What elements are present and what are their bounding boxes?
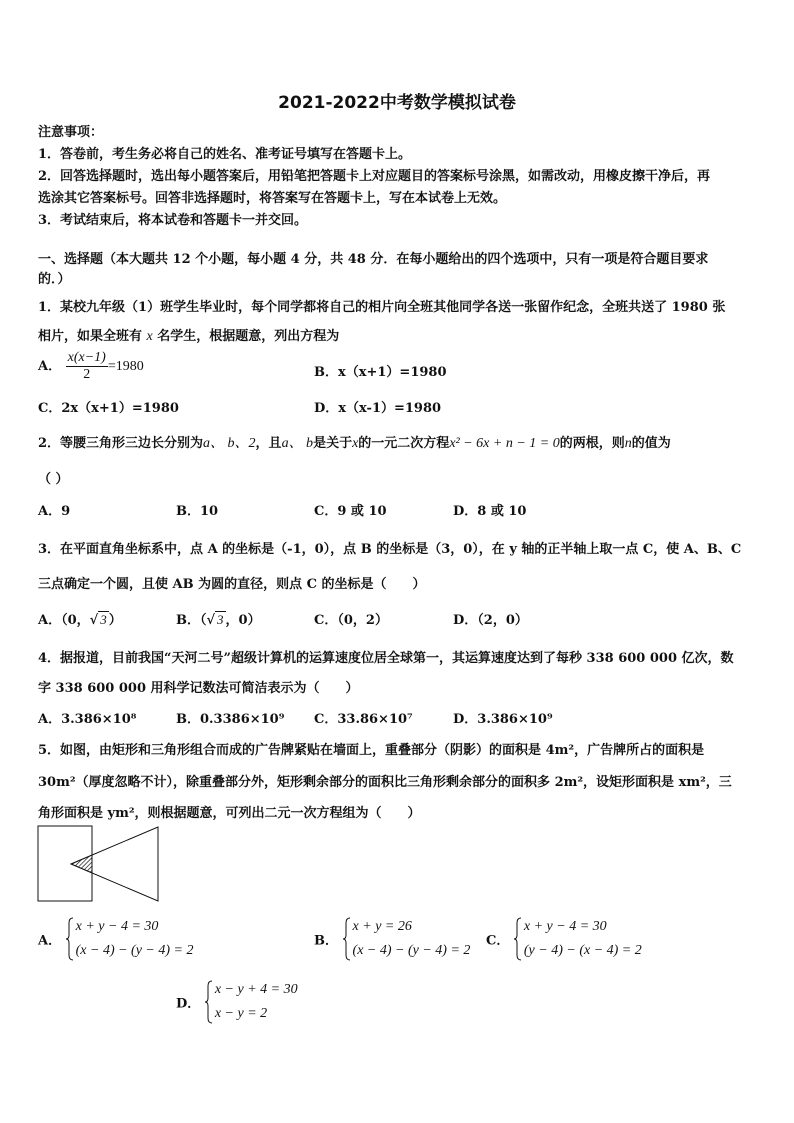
q3-option-d: D．（2，0） (453, 613, 528, 628)
q1-option-c: C．2x（x+1）=1980 (38, 401, 179, 416)
equation-system: x + y = 26 (x − 4) − (y − 4) = 2 (343, 915, 471, 963)
brace-icon (66, 917, 74, 961)
brace-icon (343, 917, 351, 961)
question-5-text-cont: 30m²（厚度忽略不计），除重叠部分外，矩形剩余部分的面积比三角形剩余部分的面积多 2m²，设矩形面积是 xm²，三 (38, 775, 732, 790)
sqrt-radicand: 3 (217, 612, 224, 627)
notice-item: 3．考试结束后，将本试卷和答题卡一并交回。 (38, 213, 308, 228)
question-4-text-cont: 字 338 600 000 用科学记数法可简洁表示为（ ） (38, 681, 359, 696)
q2-option-b: B．10 (176, 504, 219, 519)
question-5-text-cont: 角形面积是 ym²，则根据题意，可列出二元一次方程组为（ ） (38, 806, 421, 821)
question-3-text-cont: 三点确定一个圆，且使 AB 为圆的直径，则点 C 的坐标是（ ） (38, 577, 426, 592)
billboard-figure (36, 824, 162, 904)
section-heading: 一、选择题（本大题共 12 个小题，每小题 4 分，共 48 分．在每小题给出的四个选项中，只有一项是符合题目要求 (38, 252, 709, 267)
q5-option-c: C． x + y − 4 = 30 (y − 4) − (x − 4) = 2 (486, 915, 642, 963)
question-2-answer-paren: （ ） (38, 472, 69, 487)
notice-item: 2．回答选择题时，选出每小题答案后，用铅笔把答题卡上对应题目的答案标号涂黑，如需改动，用橡皮擦干净后，再 (38, 169, 711, 184)
question-1-text: 1．某校九年级（1）班学生毕业时，每个同学都将自己的相片向全班其他同学各送一张留作纪念，全班共送了 1980 张 (38, 300, 726, 315)
q3-option-c: C．（0，2） (314, 613, 388, 628)
question-3-text: 3．在平面直角坐标系中，点 A 的坐标是（-1，0），点 B 的坐标是（3，0），在 y 轴的正半轴上取一点 C，使 A、B、C (38, 542, 742, 557)
q5-option-b: B． x + y = 26 (x − 4) − (y − 4) = 2 (314, 915, 470, 963)
fraction: $\frac{x(x-1)}{2}$ (67, 350, 106, 382)
brace-icon (205, 980, 213, 1024)
brace-icon (514, 917, 522, 961)
q3-option-a: A．（0，√ 3 ） (38, 612, 122, 628)
q5-option-a: A． x + y − 4 = 30 (x − 4) − (y − 4) = 2 (38, 915, 194, 963)
page-title: 2021-2022中考数学模拟试卷 (278, 93, 516, 113)
q4-option-d: D．3.386×10⁹ (453, 712, 553, 727)
equation-system: x + y − 4 = 30 (x − 4) − (y − 4) = 2 (66, 915, 194, 963)
question-2-text: 2．等腰三角形三边长分别为a、 b、2，且a、 b是关于x的一元二次方程x² − 6x + n − 1 = 0的两根，则n的值为 (38, 436, 671, 451)
q4-option-a: A．3.386×10⁸ (38, 712, 137, 727)
q3-option-b: B．（√ 3 ，0） (176, 612, 261, 628)
q1-option-d: D．x（x-1）=1980 (314, 401, 442, 416)
notice-item: 选涂其它答案标号。回答非选择题时，将答案写在答题卡上，写在本试卷上无效。 (38, 191, 507, 206)
section-heading-cont: 的．） (38, 272, 71, 287)
q2-option-d: D．8 或 10 (453, 504, 527, 519)
notice-heading: 注意事项： (38, 125, 104, 140)
q4-option-c: C．33.86×10⁷ (314, 712, 413, 727)
q5-option-d: D． x − y + 4 = 30 x − y = 2 (176, 978, 298, 1026)
q4-option-b: B．0.3386×10⁹ (176, 712, 285, 727)
question-1-text-cont: 相片，如果全班有 x 名学生，根据题意，列出方程为 (38, 329, 340, 344)
question-5-text: 5．如图，由矩形和三角形组合而成的广告牌紧贴在墙面上，重叠部分（阴影）的面积是 4m²，广告牌所占的面积是 (38, 743, 705, 758)
q2-option-a: A．9 (38, 504, 71, 519)
q1-option-b: B．x（x+1）=1980 (314, 365, 447, 380)
question-4-text: 4．据报道，目前我国“天河二号”超级计算机的运算速度位居全球第一，其运算速度达到了每秒 338 600 000 亿次，数 (38, 651, 734, 666)
notice-item: 1．答卷前，考生务必将自己的姓名、准考证号填写在答题卡上。 (38, 147, 412, 162)
sqrt-radicand: 3 (100, 612, 107, 627)
equation-system: x + y − 4 = 30 (y − 4) − (x − 4) = 2 (514, 915, 642, 963)
q1-option-a: A． $\frac{x(x-1)}{2}$ =1980 (38, 350, 144, 382)
equation-system: x − y + 4 = 30 x − y = 2 (205, 978, 298, 1026)
shaded-overlap (71, 855, 92, 873)
q2-option-c: C．9 或 10 (314, 504, 387, 519)
